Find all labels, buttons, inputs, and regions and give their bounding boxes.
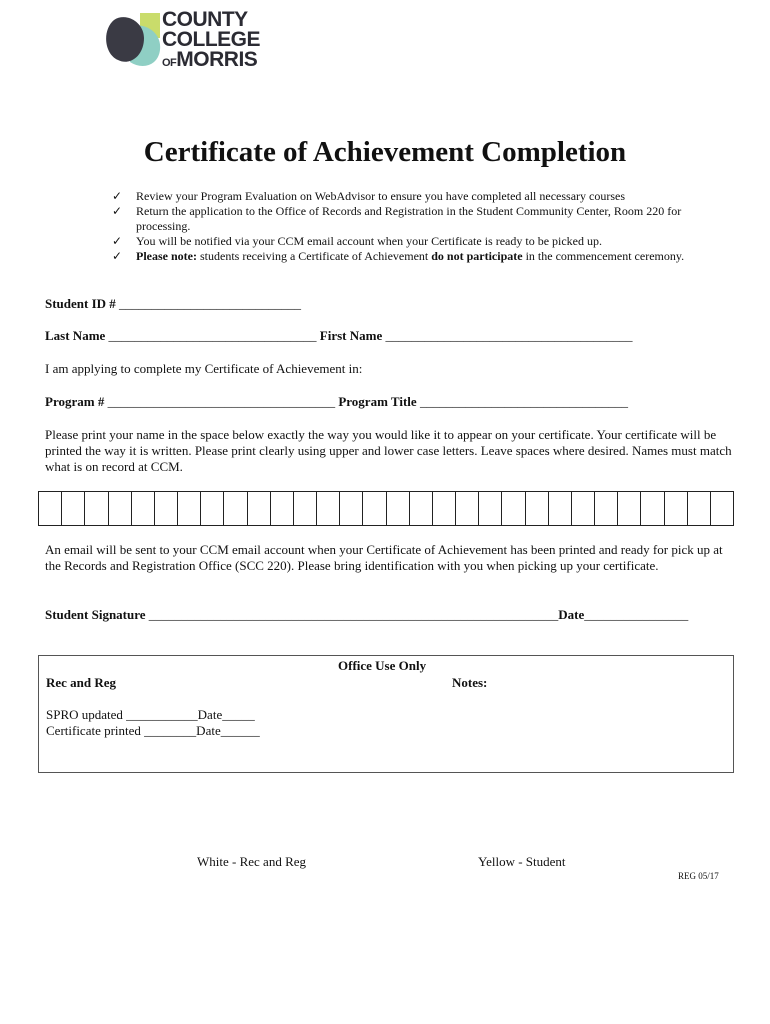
- name-grid-cell[interactable]: [340, 492, 363, 525]
- name-grid-cell[interactable]: [109, 492, 132, 525]
- name-instructions: Please print your name in the space below exactly the way you would like it to appear on your certificate. Your certificate will be printed the way it is written. Please print clearly using upper and lower case letters. Leave spaces where desired. Names must match what is on record at CCM.: [45, 427, 732, 474]
- checkmark-icon: ✓: [112, 234, 123, 248]
- name-grid-cell[interactable]: [132, 492, 155, 525]
- program-fields-row: [45, 394, 628, 410]
- checklist-item: ✓ Return the application to the Office of Records and Registration in the Student Community Center, Room 220 for processing.: [112, 204, 682, 233]
- student-id-field[interactable]: [45, 296, 301, 312]
- name-grid-cell[interactable]: [178, 492, 201, 525]
- page-title: Certificate of Achievement Completion: [143, 136, 627, 168]
- checklist-item: ✓ You will be notified via your CCM email account when your Certificate is ready to be picked up.: [112, 234, 603, 248]
- signature-line[interactable]: _______________________________________________________________: [148, 607, 559, 622]
- rec-and-reg-label: Rec and Reg: [46, 675, 117, 690]
- name-grid-cell[interactable]: [155, 492, 178, 525]
- checklist-item: ✓ Review your Program Evaluation on WebAdvisor to ensure you have completed all necessary courses: [112, 189, 626, 203]
- applying-statement: I am applying to complete my Certificate of Achievement in:: [45, 361, 363, 376]
- name-grid-cell[interactable]: [248, 492, 271, 525]
- program-title-line[interactable]: ________________________________: [419, 394, 628, 409]
- program-number-line[interactable]: ___________________________________: [107, 394, 336, 409]
- name-grid-cell[interactable]: [618, 492, 641, 525]
- certificate-printed-line: Certificate printed ________Date______: [46, 723, 260, 738]
- name-grid-cell[interactable]: [85, 492, 108, 525]
- name-grid-cell[interactable]: [410, 492, 433, 525]
- form-code: REG 05/17: [678, 871, 719, 881]
- name-grid-cell[interactable]: [665, 492, 688, 525]
- name-grid-cell[interactable]: [201, 492, 224, 525]
- logo-word-morris: OFMORRIS: [162, 48, 258, 71]
- logo-word-of: OF: [162, 57, 177, 69]
- yellow-copy-label: Yellow - Student: [478, 854, 566, 869]
- name-grid-cell[interactable]: [363, 492, 386, 525]
- name-grid-cell[interactable]: [526, 492, 549, 525]
- student-id-line[interactable]: ____________________________: [119, 296, 302, 311]
- signature-date-line[interactable]: ________________: [584, 607, 689, 622]
- name-grid-cell[interactable]: [479, 492, 502, 525]
- office-use-title: Office Use Only: [338, 658, 427, 673]
- name-grid-cell[interactable]: [271, 492, 294, 525]
- signature-date-label: Date: [558, 607, 585, 622]
- requirements-checklist: [112, 189, 722, 264]
- program-number-label: Program #: [45, 394, 105, 409]
- name-grid-cell[interactable]: [39, 492, 62, 525]
- name-grid-cell[interactable]: [456, 492, 479, 525]
- name-grid-cell[interactable]: [433, 492, 456, 525]
- name-grid-cell[interactable]: [549, 492, 572, 525]
- signature-label: Student Signature: [45, 607, 146, 622]
- name-grid-cell[interactable]: [502, 492, 525, 525]
- name-grid-cell[interactable]: [595, 492, 618, 525]
- logo-dark-shape: [106, 17, 144, 62]
- office-use-box: [38, 655, 734, 773]
- program-title-label: Program Title: [338, 394, 417, 409]
- checkmark-icon: ✓: [112, 189, 123, 203]
- name-grid-cell[interactable]: [572, 492, 595, 525]
- name-grid-cell[interactable]: [711, 492, 733, 525]
- logo-word-county: COUNTY: [162, 8, 248, 31]
- checkmark-icon: ✓: [112, 249, 123, 263]
- first-name-line[interactable]: ______________________________________: [385, 328, 633, 343]
- student-id-label: Student ID #: [45, 296, 116, 311]
- notes-label: Notes:: [452, 675, 488, 690]
- white-copy-label: White - Rec and Reg: [197, 854, 307, 869]
- checklist-item: ✓ Please note: students receiving a Certificate of Achievement do not participate in the commencement ceremony.: [112, 249, 685, 263]
- name-grid-cell[interactable]: [317, 492, 340, 525]
- name-entry-grid[interactable]: [38, 491, 734, 526]
- name-grid-cell[interactable]: [62, 492, 85, 525]
- name-grid-cell[interactable]: [224, 492, 247, 525]
- signature-row: [45, 607, 688, 623]
- checkmark-icon: ✓: [112, 204, 123, 218]
- last-name-line[interactable]: ________________________________: [108, 328, 317, 343]
- last-name-label: Last Name: [45, 328, 106, 343]
- name-fields-row: [45, 328, 633, 344]
- logo-word-college: COLLEGE: [162, 28, 261, 51]
- name-grid-cell[interactable]: [688, 492, 711, 525]
- spro-updated-line: SPRO updated ___________Date_____: [46, 707, 255, 722]
- email-notice: An email will be sent to your CCM email account when your Certificate of Achievement has been printed and ready for pick up at the Records and Registration Office (SCC 220). Please bring identification with you when picking up your certificate.: [45, 542, 723, 573]
- first-name-label: First Name: [319, 328, 383, 343]
- name-grid-cell[interactable]: [294, 492, 317, 525]
- name-grid-cell[interactable]: [387, 492, 410, 525]
- name-grid-cell[interactable]: [641, 492, 664, 525]
- logo-wordmark: [162, 10, 260, 73]
